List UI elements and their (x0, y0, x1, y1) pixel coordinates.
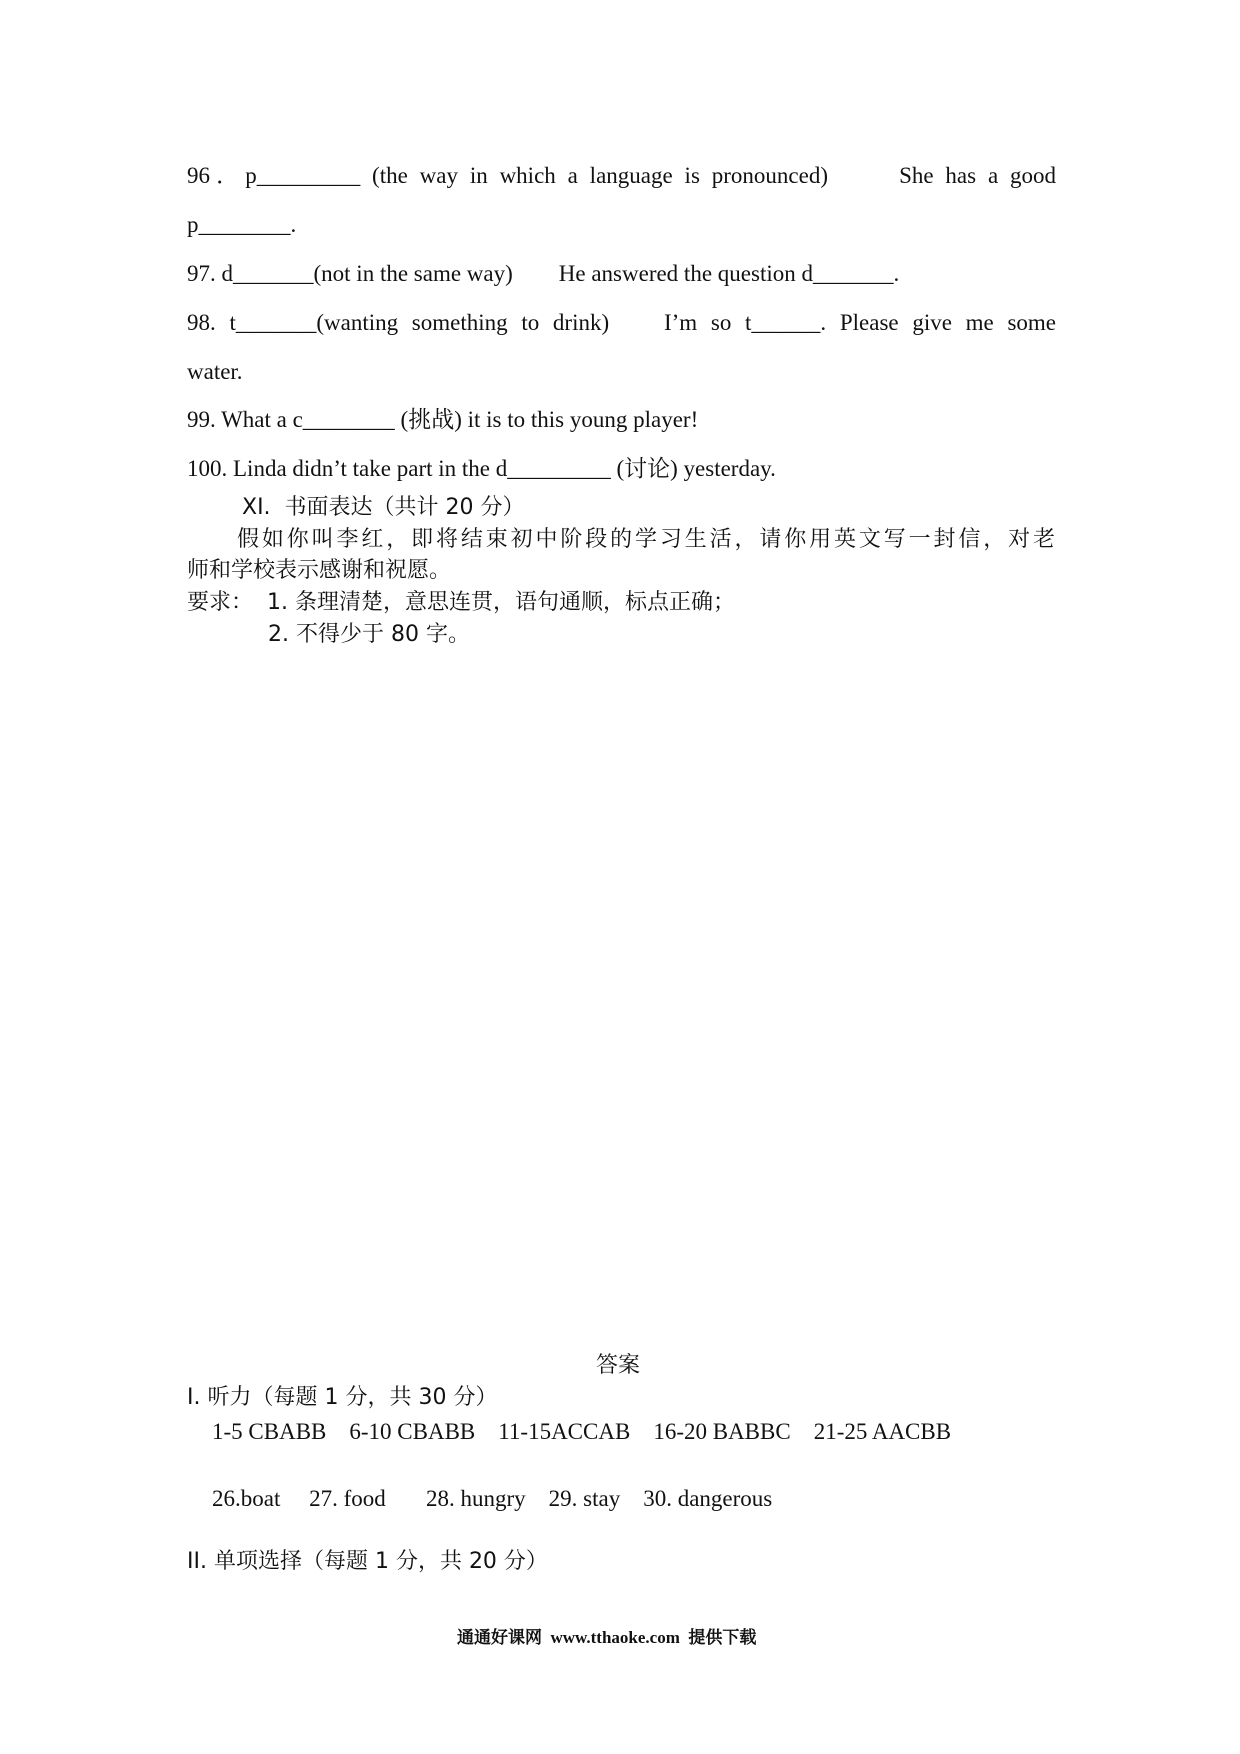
answers-section1-row1: 1-5 CBABB 6-10 CBABB 11-15ACCAB 16-20 BABBC 21-25 AACBB (212, 1419, 952, 1444)
question-98-line1: 98. t_______(wanting something to drink) I’m so t______. Please give me some (187, 310, 1056, 335)
question-96-line2: p________. (187, 212, 297, 237)
writing-requirement-2: 2. 不得少于 80 字。 (268, 622, 470, 647)
writing-prompt-line1: 假如你叫李红，即将结束初中阶段的学习生活，请你用英文写一封信，对老 (237, 527, 1055, 552)
question-97: 97. d_______(not in the same way) He answered the question d_______. (187, 261, 900, 286)
question-98-line2: water. (187, 359, 243, 384)
page-footer: 通通好课网 www.tthaoke.com 提供下载 (457, 1628, 757, 1647)
answers-section2-heading: II. 单项选择（每题 1 分，共 20 分） (187, 1549, 548, 1574)
question-100: 100. Linda didn’t take part in the d_________ (讨论) yesterday. (187, 456, 776, 481)
writing-prompt-line2: 师和学校表示感谢和祝愿。 (187, 558, 452, 583)
answers-section1-row2: 26.boat 27. food 28. hungry 29. stay 30. dangerous (212, 1486, 773, 1511)
answers-section1-heading: I. 听力（每题 1 分，共 30 分） (187, 1385, 498, 1410)
writing-requirement-1: 要求： 1. 条理清楚，意思连贯，语句通顺，标点正确； (187, 590, 735, 615)
question-96-line1: 96．p_________ (the way in which a language is pronounced) She has a good (187, 163, 1056, 188)
question-99: 99. What a c________ (挑战) it is to this young player! (187, 407, 699, 432)
answers-title: 答案 (596, 1353, 641, 1378)
writing-section-heading: XI. 书面表达（共计 20 分） (242, 495, 525, 520)
